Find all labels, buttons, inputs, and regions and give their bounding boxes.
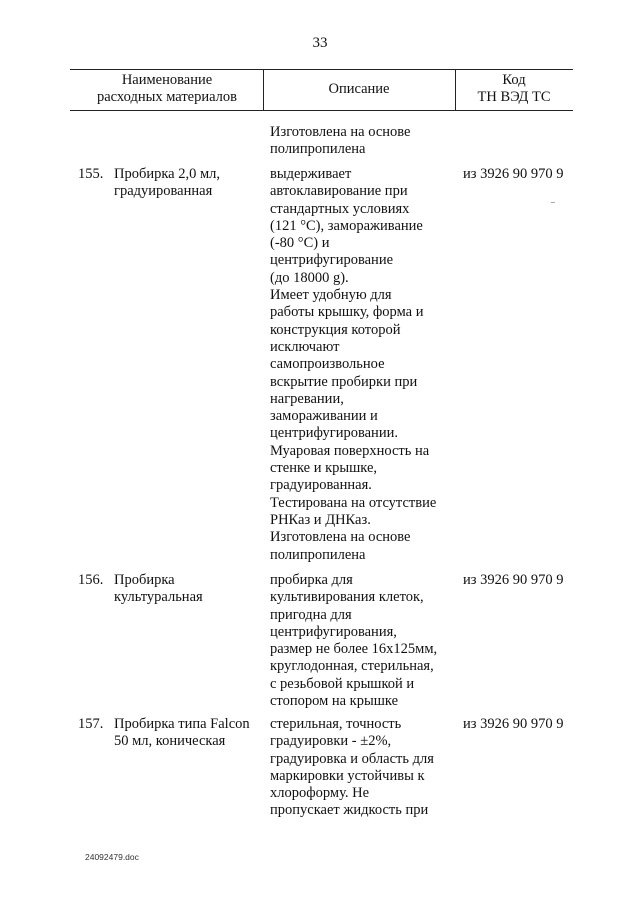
file-reference: 24092479.doc xyxy=(85,852,139,862)
row-157-description: стерильная, точность градуировки - ±2%, градуировка и область для маркировки устойчивы к хлороформу. Не пропускает жидкость при xyxy=(270,716,434,819)
header-code-column: Код ТН ВЭД ТС xyxy=(477,72,551,105)
table-top-rule xyxy=(70,69,573,70)
row-157-code: из 3926 90 970 9 xyxy=(463,716,564,732)
table-header-rule xyxy=(70,110,573,111)
page-number: 33 xyxy=(312,35,328,51)
row-156-number: 156. xyxy=(78,572,104,588)
scan-speck xyxy=(551,202,555,203)
row-157-number: 157. xyxy=(78,716,104,732)
row-156-description: пробирка для культивирования клеток, пригодна для центрифугирования, размер не более 16х125мм, круглодонная, стерильная, с резьбовой крышкой и стопором на крышке xyxy=(270,572,438,710)
row-155-number: 155. xyxy=(78,166,104,182)
continuation-description: Изготовлена на основе полипропилена xyxy=(270,124,411,158)
row-156-name: Пробирка культуральная xyxy=(114,572,203,606)
header-name-column: Наименование расходных материалов xyxy=(96,72,238,105)
header-description-column: Описание xyxy=(328,81,390,97)
row-157-name: Пробирка типа Falcon 50 мл, коническая xyxy=(114,716,250,750)
row-155-code: из 3926 90 970 9 xyxy=(463,166,564,182)
row-155-description: выдерживает автоклавирование при стандартных условиях (121 °C), замораживание (-80 °C) и центрифугирование (до 18000 g). Имеет удобную для работы крышку, форма и конструкция которой исключают самопроизвольное вскрытие пробирки при нагревании, замораживании и центрифугировании. Муаровая поверхность на стенке и крышке, градуированная. Тестирована на отсутствие РНКаз и ДНКаз. Изготовлена на основе полипропилена xyxy=(270,166,437,563)
row-155-name: Пробирка 2,0 мл, градуированная xyxy=(114,166,221,200)
row-156-code: из 3926 90 970 9 xyxy=(463,572,564,588)
